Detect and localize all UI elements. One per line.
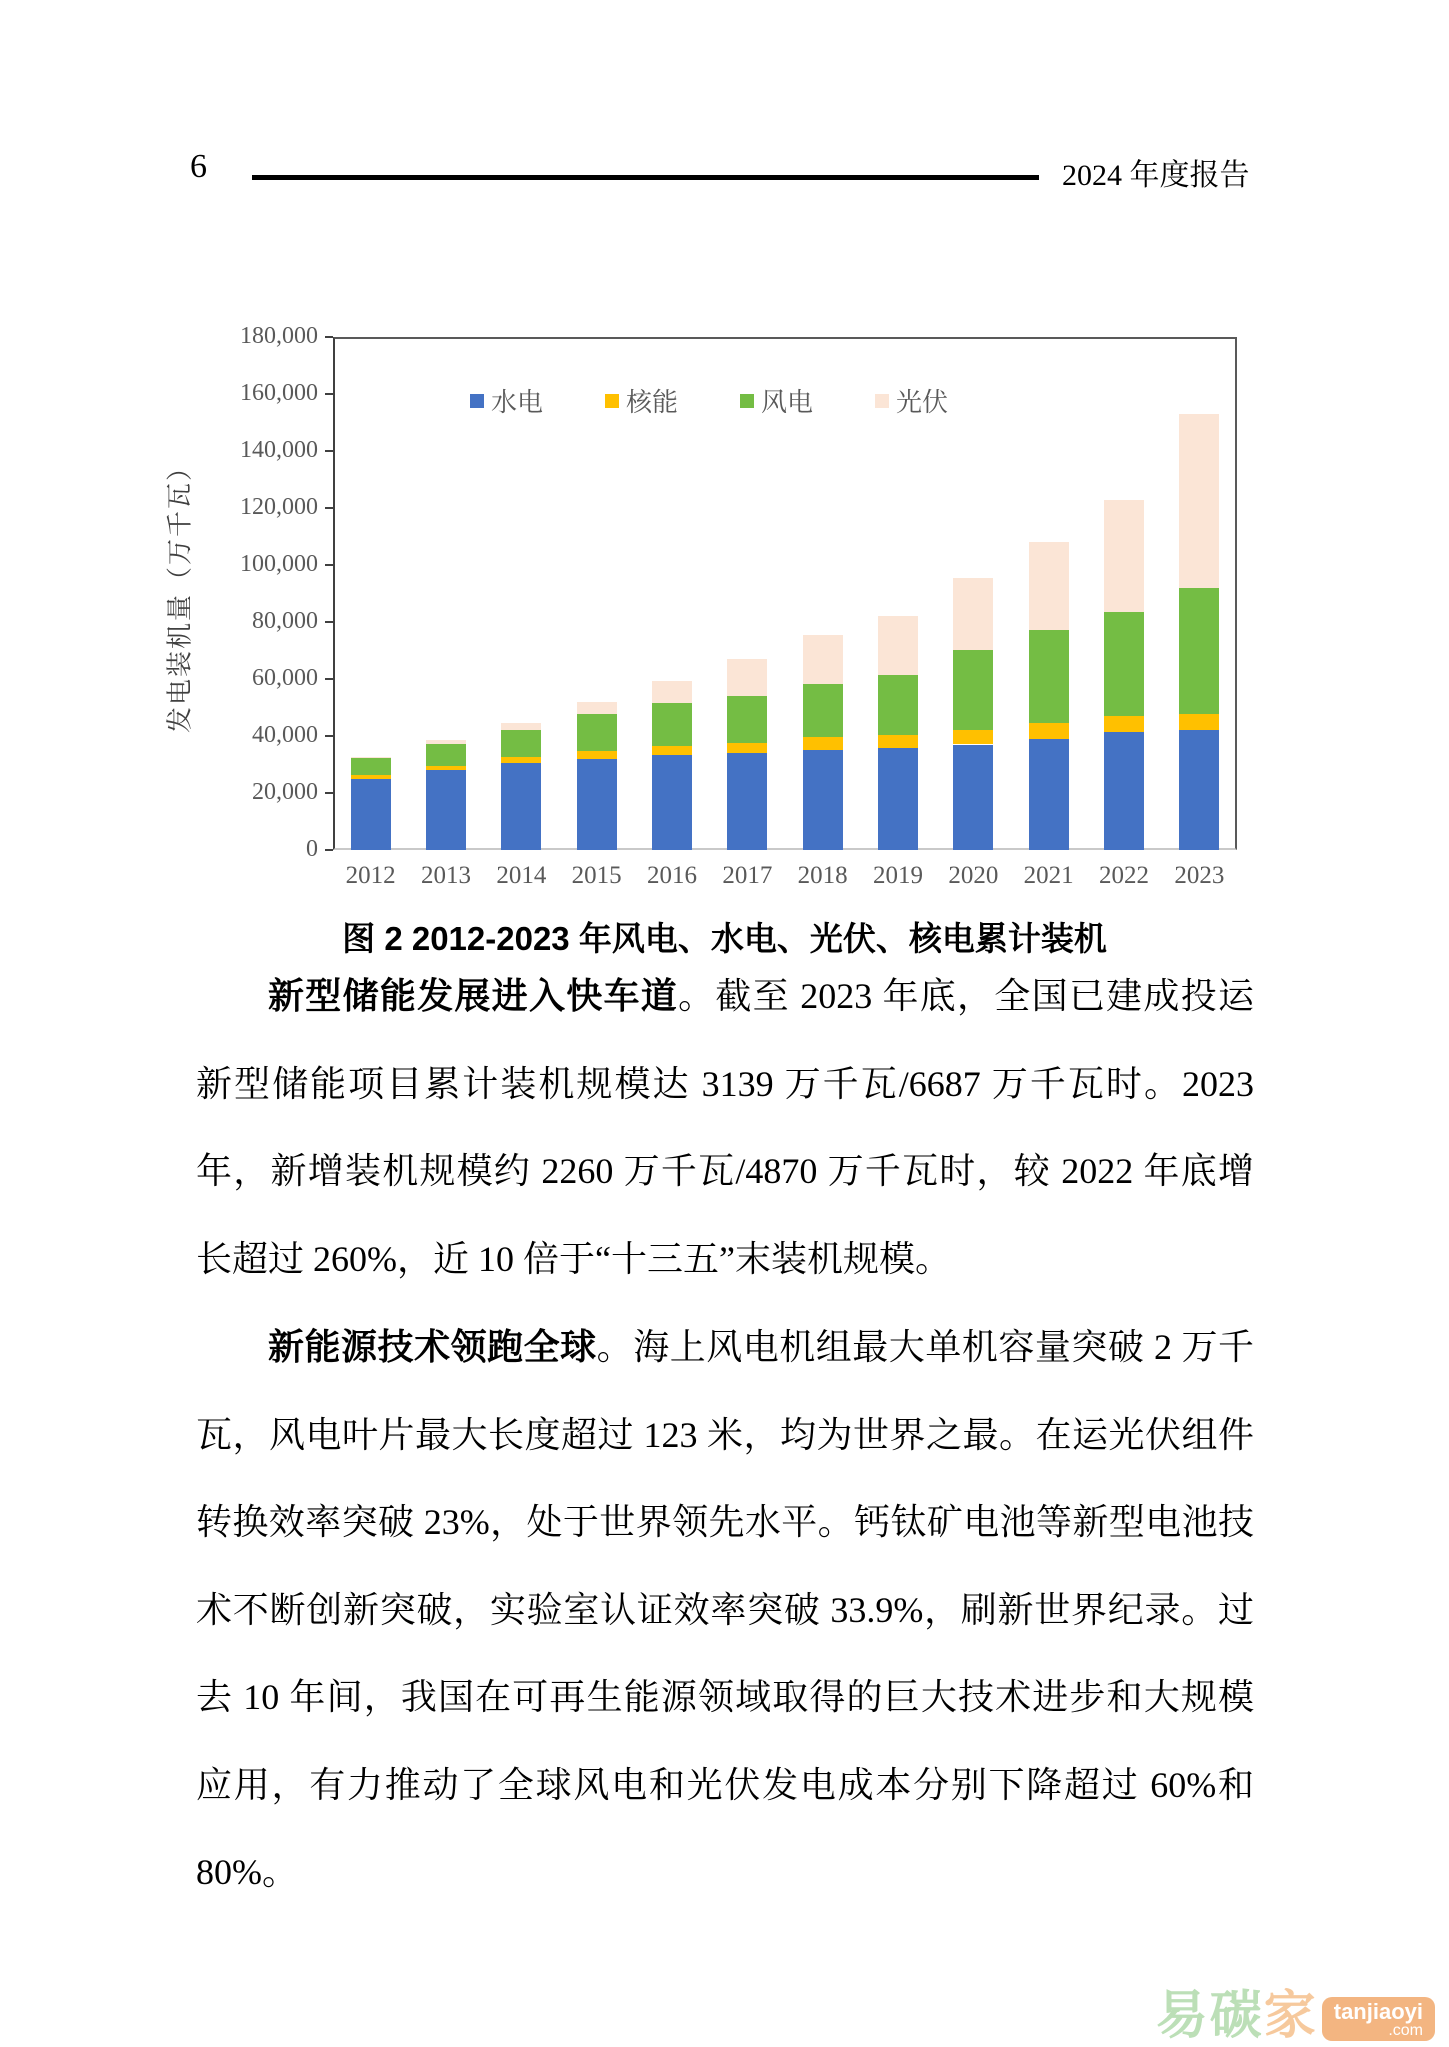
bar-segment-水电-2020: [953, 745, 993, 850]
y-tick-label: 180,000: [240, 323, 318, 349]
bar-segment-光伏-2018: [803, 635, 843, 685]
bar-segment-光伏-2015: [577, 702, 617, 714]
x-tick-label: 2018: [797, 862, 848, 889]
y-tick-mark: [325, 336, 333, 338]
watermark-domain-badge: [1322, 1997, 1435, 2041]
page-number: 6: [190, 148, 207, 185]
bar-segment-光伏-2016: [652, 681, 692, 703]
y-tick-mark: [325, 450, 333, 452]
legend-item-风电: [740, 382, 813, 419]
legend-marker-icon: [875, 394, 889, 408]
y-tick-label: 60,000: [252, 665, 318, 691]
legend-label: 水电: [491, 388, 544, 417]
x-tick-label: 2021: [1023, 862, 1074, 889]
watermark-domain-name: tanjiaoyi: [1333, 1998, 1423, 2024]
bar-segment-风电-2018: [803, 684, 843, 737]
site-watermark-logo: [1155, 1987, 1435, 2045]
bar-segment-水电-2013: [426, 770, 466, 850]
bar-segment-风电-2016: [652, 703, 692, 745]
y-tick-label: 0: [306, 836, 318, 862]
bar-segment-风电-2012: [351, 758, 391, 775]
figure-chart: [0, 0, 1449, 910]
bar-segment-风电-2023: [1179, 588, 1219, 714]
y-tick-mark: [325, 792, 333, 794]
y-tick-label: 80,000: [252, 608, 318, 634]
watermark-orange-text: 家: [1263, 1987, 1316, 2045]
body-text: [196, 952, 1254, 1917]
bar-segment-核能-2021: [1029, 723, 1069, 738]
legend-marker-icon: [740, 394, 754, 408]
y-tick-mark: [325, 621, 333, 623]
bar-segment-核能-2012: [351, 775, 391, 779]
bar-segment-水电-2023: [1179, 730, 1219, 850]
paragraph-technology: [196, 1303, 1254, 1917]
bar-segment-核能-2020: [953, 730, 993, 744]
y-axis-title: 发电装机量（万千瓦）: [165, 452, 195, 734]
x-tick-label: 2016: [647, 862, 697, 889]
legend-marker-icon: [470, 394, 484, 408]
bar-segment-核能-2014: [501, 757, 541, 763]
bar-segment-风电-2021: [1029, 630, 1069, 724]
x-tick-label: 2017: [722, 862, 773, 889]
bar-segment-光伏-2019: [878, 616, 918, 674]
bar-segment-光伏-2012: [351, 757, 391, 758]
x-tick-label: 2014: [496, 862, 547, 889]
bar-segment-核能-2023: [1179, 714, 1219, 730]
bar-segment-核能-2019: [878, 735, 918, 749]
x-tick-label: 2019: [873, 862, 923, 889]
y-tick-mark: [325, 678, 333, 680]
bar-segment-光伏-2023: [1179, 414, 1219, 588]
y-tick-mark: [325, 849, 333, 851]
bar-segment-水电-2016: [652, 755, 692, 850]
bar-segment-水电-2012: [351, 779, 391, 850]
watermark-green-text: 易碳: [1155, 1987, 1264, 2045]
bar-segment-风电-2020: [953, 650, 993, 730]
legend-item-光伏: [875, 382, 948, 419]
y-tick-label: 40,000: [252, 722, 318, 748]
bar-segment-风电-2019: [878, 675, 918, 735]
bar-segment-水电-2018: [803, 750, 843, 850]
bar-segment-光伏-2013: [426, 740, 466, 745]
bar-segment-水电-2019: [878, 748, 918, 850]
x-tick-label: 2023: [1174, 862, 1225, 889]
x-tick-label: 2012: [345, 862, 396, 889]
legend-marker-icon: [605, 394, 619, 408]
x-tick-label: 2020: [948, 862, 999, 889]
y-tick-mark: [325, 735, 333, 737]
x-tick-label: 2022: [1099, 862, 1149, 889]
x-tick-label: 2013: [421, 862, 471, 889]
y-tick-mark: [325, 393, 333, 395]
bar-segment-光伏-2014: [501, 723, 541, 730]
chart-legend: [470, 382, 948, 419]
bar-segment-核能-2013: [426, 766, 466, 770]
y-tick-mark: [325, 564, 333, 566]
bar-segment-风电-2015: [577, 714, 617, 751]
legend-label: 风电: [761, 388, 814, 417]
bar-segment-光伏-2021: [1029, 542, 1069, 629]
bar-segment-光伏-2017: [727, 659, 767, 696]
bar-segment-风电-2022: [1104, 612, 1144, 716]
y-tick-label: 140,000: [240, 437, 318, 463]
bar-segment-风电-2017: [727, 696, 767, 743]
bar-segment-水电-2022: [1104, 732, 1144, 850]
y-tick-label: 120,000: [240, 494, 318, 520]
figure-caption: 图 2 2012-2023 年风电、水电、光伏、核电累计装机: [342, 920, 1107, 957]
paragraph-lead: 新能源技术领跑全球: [268, 1326, 597, 1367]
legend-item-核能: [605, 382, 678, 419]
y-tick-label: 160,000: [240, 380, 318, 406]
legend-item-水电: [470, 382, 543, 419]
bar-segment-风电-2013: [426, 744, 466, 766]
paragraph-lead: 新型储能发展进入快车道: [268, 975, 679, 1016]
x-tick-label: 2015: [571, 862, 622, 889]
header-report-title: 2024 年度报告: [1062, 159, 1250, 192]
bar-segment-核能-2016: [652, 746, 692, 756]
bar-segment-光伏-2020: [953, 578, 993, 650]
bar-segment-水电-2014: [501, 763, 541, 850]
bar-segment-核能-2022: [1104, 716, 1144, 732]
bar-segment-水电-2015: [577, 759, 617, 850]
bar-segment-风电-2014: [501, 730, 541, 758]
legend-label: 核能: [626, 388, 679, 417]
y-tick-mark: [325, 507, 333, 509]
bar-segment-核能-2018: [803, 737, 843, 750]
y-tick-label: 20,000: [252, 779, 318, 805]
paragraph-body: 。海上风电机组最大单机容量突破 2 万千瓦，风电叶片最大长度超过 123 米，均为世界之最。在运光伏组件转换效率突破 23%，处于世界领先水平。钙钛矿电池等新型电池技术不断创新突破，实验室认证效率突破 33.9%，刷新世界纪录。过去 10 年间，我国在可再生能源领域取得的巨大技术进步和大规模应用，有力推动了全球风电和光伏发电成本分别下降超过 60%和 80%。: [196, 1327, 1254, 1892]
legend-label: 光伏: [896, 388, 949, 417]
y-tick-label: 100,000: [240, 551, 318, 577]
paragraph-body: 。截至 2023 年底，全国已建成投运新型储能项目累计装机规模达 3139 万千瓦/6687 万千瓦时。2023 年，新增装机规模约 2260 万千瓦/4870 万千瓦时，较 2022 年底增长超过 260%，近 10 倍于“十三五”末装机规模。: [196, 976, 1254, 1279]
bar-segment-核能-2015: [577, 751, 617, 759]
bar-segment-光伏-2022: [1104, 500, 1144, 612]
bar-segment-核能-2017: [727, 743, 767, 753]
paragraph-storage: [196, 952, 1254, 1303]
bar-segment-水电-2021: [1029, 739, 1069, 850]
watermark-domain-tld: .com: [1388, 2021, 1423, 2039]
bar-segment-水电-2017: [727, 753, 767, 850]
